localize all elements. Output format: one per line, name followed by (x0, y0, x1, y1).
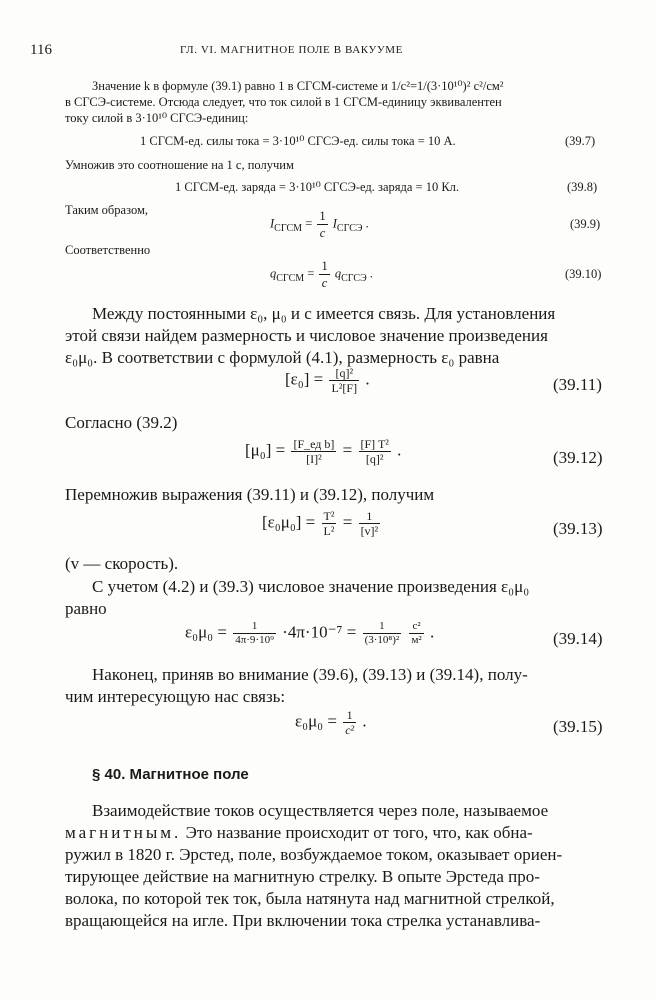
eq12-den2: [q]² (365, 452, 384, 466)
eq13-den2: [v]² (360, 524, 379, 538)
section-line-2-rest: Это название происходит от того, что, как обна- (185, 823, 533, 842)
p3-line: (v — скорость). (65, 554, 179, 573)
eq11-den: L²[F] (331, 381, 358, 395)
equation-number-39-10: (39.10) (565, 267, 602, 281)
section-line-4: тирующее действие на магнитную стрелку. В опыте Эрстеда про- (65, 867, 540, 886)
equation-number-39-9: (39.9) (570, 217, 601, 231)
eq3-right-sub: СГСЭ (336, 222, 363, 234)
p4-line-2: равно (65, 599, 107, 618)
equation-number-39-15: (39.15) (553, 717, 603, 736)
eq3-den: c (319, 226, 326, 240)
equation-39-12 (245, 437, 401, 466)
eq13-num2: 1 (359, 509, 381, 524)
eq12-fraction-2 (359, 437, 391, 466)
eq4-equals: = (307, 266, 315, 281)
eq15-num: 1 (343, 708, 356, 723)
eq14-fraction-1 (233, 620, 276, 647)
eq13-num1: T² (323, 509, 335, 523)
eq15-fraction (343, 708, 356, 737)
small-line-5: Таким образом, (65, 203, 148, 217)
section-title: § 40. Магнитное поле (92, 766, 249, 783)
small-line-2: в СГСЭ-системе. Отсюда следует, что ток силой в 1 СГСМ-единицу эквивалентен (65, 95, 502, 109)
section-line-2 (65, 822, 533, 844)
eq13-left: [ε₀μ₀] = (262, 512, 316, 532)
p1-line-1: Между постоянными ε₀, μ₀ и c имеется связь. Для установления (92, 304, 556, 323)
eq15-left: ε₀μ₀ = (295, 711, 337, 731)
eq11-num: [q]² (329, 366, 359, 381)
running-head: ГЛ. VI. МАГНИТНОЕ ПОЛЕ В ВАКУУМЕ (180, 44, 403, 56)
equation-number-39-13: (39.13) (553, 519, 603, 538)
p4-line-1: С учетом (4.2) и (39.3) числовое значение произведения ε₀μ₀ (92, 577, 530, 596)
equation-39-7: 1 СГСМ-ед. силы тока = 3·10¹⁰ СГСЭ-ед. силы тока = 10 А. (140, 134, 456, 148)
eq4-end: . (369, 266, 373, 281)
eq3-fraction (317, 208, 327, 241)
eq14-den3: м² (411, 634, 422, 646)
equation-39-13 (262, 509, 382, 538)
p1-line-3: ε₀μ₀. В соответствии с формулой (4.1), размерность ε₀ равна (65, 348, 500, 367)
eq11-fraction (329, 366, 359, 395)
p5-line-2: чим интересующую нас связь: (65, 687, 286, 706)
eq12-left: [μ₀] = (245, 440, 286, 460)
p1-line-2: этой связи найдем размерность и числовое значение произведения (65, 326, 548, 345)
eq4-den: c (321, 276, 328, 290)
eq14-num1: 1 (233, 620, 276, 634)
page-number: 116 (30, 42, 52, 58)
p5-line-1: Наконец, приняв во внимание (39.6), (39.13) и (39.14), полу- (92, 665, 528, 684)
equation-number-39-12: (39.12) (553, 448, 603, 467)
equation-number-39-14: (39.14) (553, 629, 603, 648)
eq13-fraction-2 (359, 509, 381, 538)
eq3-right: I (332, 216, 337, 231)
eq4-right: q (334, 266, 342, 281)
eq12-mid: = (342, 440, 353, 460)
section-line-1: Взаимодействие токов осуществляется через поле, называемое (92, 801, 549, 820)
eq14-num3: c² (409, 620, 423, 634)
eq4-left-sub: СГСМ (276, 272, 305, 284)
eq15-den: c² (345, 723, 355, 737)
eq14-left: ε₀μ₀ = (185, 622, 227, 642)
eq11-left: [ε₀] = (285, 369, 324, 389)
equation-39-10 (270, 258, 373, 291)
equation-39-14 (185, 620, 434, 647)
eq13-fraction-1 (322, 509, 337, 538)
eq11-end: . (365, 369, 370, 389)
small-line-6: Соответственно (65, 243, 151, 257)
eq4-right-sub: СГСЭ (341, 272, 367, 284)
eq12-fraction-1 (291, 437, 336, 466)
eq13-mid: = (342, 512, 353, 532)
eq4-num: 1 (321, 259, 328, 273)
eq4-left: q (270, 266, 277, 281)
eq14-num2: 1 (363, 620, 402, 634)
section-line-6: вращающейся на игле. При включении тока стрелка устанавлива- (65, 911, 541, 930)
section-line-3: ружил в 1820 г. Эрстед, поле, возбуждаемое током, оказывает ориен- (65, 845, 563, 864)
eq14-mid1: ·4π·10⁻⁷ = (282, 622, 357, 642)
equation-39-15 (295, 708, 367, 737)
eq4-fraction (319, 258, 329, 291)
eq3-end: . (365, 216, 369, 231)
equation-number-39-8: (39.8) (567, 180, 598, 194)
section-line-5: волока, по которой тек ток, была натянута над магнитной стрелкой, (65, 889, 555, 908)
eq14-fraction-3 (409, 620, 423, 647)
eq3-left-sub: СГСМ (274, 222, 303, 234)
eq12-end: . (397, 440, 402, 460)
eq13-den1: L² (323, 524, 335, 538)
eq14-fraction-2 (363, 620, 402, 647)
eq12-num2: [F] T² (360, 437, 389, 451)
equation-number-39-11: (39.11) (553, 375, 602, 394)
section-line-2-spaced: магнитным. (65, 823, 182, 842)
equation-39-8: 1 СГСМ-ед. заряда = 3·10¹⁰ СГСЭ-ед. заряда = 10 Кл. (175, 180, 460, 194)
eq14-end: . (429, 622, 435, 642)
eq12-num1: [F_ед b] (293, 437, 335, 451)
eq12-den1: [I]² (306, 452, 322, 466)
small-line-3: току силой в 3·10¹⁰ СГСЭ-единиц: (65, 111, 249, 125)
small-line-1: Значение k в формуле (39.1) равно 1 в СГСМ-системе и 1/c²=1/(3·10¹⁰)² c²/см² (92, 79, 504, 93)
eq3-equals: = (305, 216, 313, 231)
eq3-left: I (270, 216, 275, 231)
eq15-end: . (362, 711, 367, 731)
equation-39-9 (270, 208, 369, 241)
small-line-4: Умножив это соотношение на 1 с, получим (65, 158, 294, 172)
equation-number-39-7: (39.7) (565, 134, 596, 148)
page-header (30, 42, 618, 62)
soglasno-line: Согласно (39.2) (65, 413, 178, 432)
eq14-den1: 4π·9·10⁹ (235, 634, 274, 646)
eq3-num: 1 (319, 209, 326, 223)
p2-line: Перемножив выражения (39.11) и (39.12), получим (65, 485, 435, 504)
eq14-den2: (3·10⁸)² (364, 634, 400, 646)
equation-39-11 (285, 366, 370, 395)
